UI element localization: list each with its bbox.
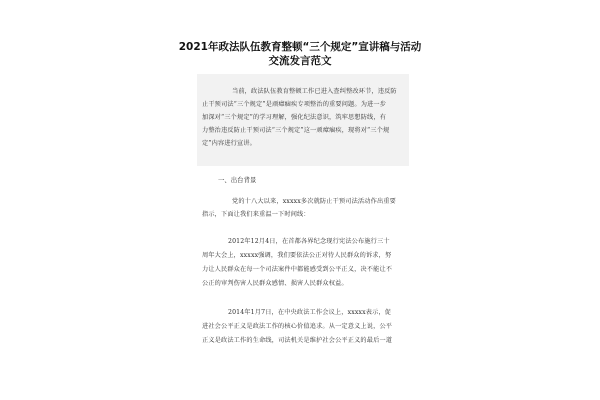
intro-line: 当前，政法队伍教育整顿工作已进入查纠整改环节，违反防 xyxy=(232,88,397,95)
body-line: 进社会公平正义是政法工作的核心价值追求。从一定意义上说，公平 xyxy=(202,323,393,330)
body-line: 周年大会上，xxxxx强调，我们要依法公正对待人民群众的诉求，努 xyxy=(202,252,392,259)
intro-line: 止干预司法“三个规定”是顽瘴痼疾专项整治的重要问题。为进一步 xyxy=(202,101,387,108)
body-line: 公正的审判伤害人民群众感情、损害人民群众权益。 xyxy=(202,280,348,287)
intro-line: 定”内容进行宣讲。 xyxy=(202,140,257,147)
body-line: 2014年1月7日，在中央政法工作会议上，xxxxx表示，促 xyxy=(228,309,392,316)
section-heading: 一、出台背景 xyxy=(218,176,257,184)
document-title-line-1: 2021年政法队伍教育整顿“三个规定”宣讲稿与活动 xyxy=(178,41,422,53)
body-line: 指示，下面让我们来重温一下时间线： xyxy=(202,211,310,218)
body-line: 力让人民群众在每一个司法案件中都能感受到公平正义，决不能让不 xyxy=(202,266,393,273)
intro-line: 力整治违反防止干预司法“三个规定”这一顽瘴痼疾，现将对“三个规 xyxy=(202,127,390,134)
body-line: 2012年12月4日，在首都各界纪念现行宪法公布施行三十 xyxy=(228,238,390,245)
intro-line: 加深对“三个规定”的学习理解，强化纪法意识，筑牢思想防线，有 xyxy=(202,114,387,121)
body-line: 正义是政法工作的生命线，司法机关是维护社会公平正义的最后一道 xyxy=(202,337,393,344)
document-title-line-2: 交流发言范文 xyxy=(268,55,332,67)
body-line: 党的十八大以来，xxxxx多次就防止干预司法活动作出重要 xyxy=(232,198,396,205)
